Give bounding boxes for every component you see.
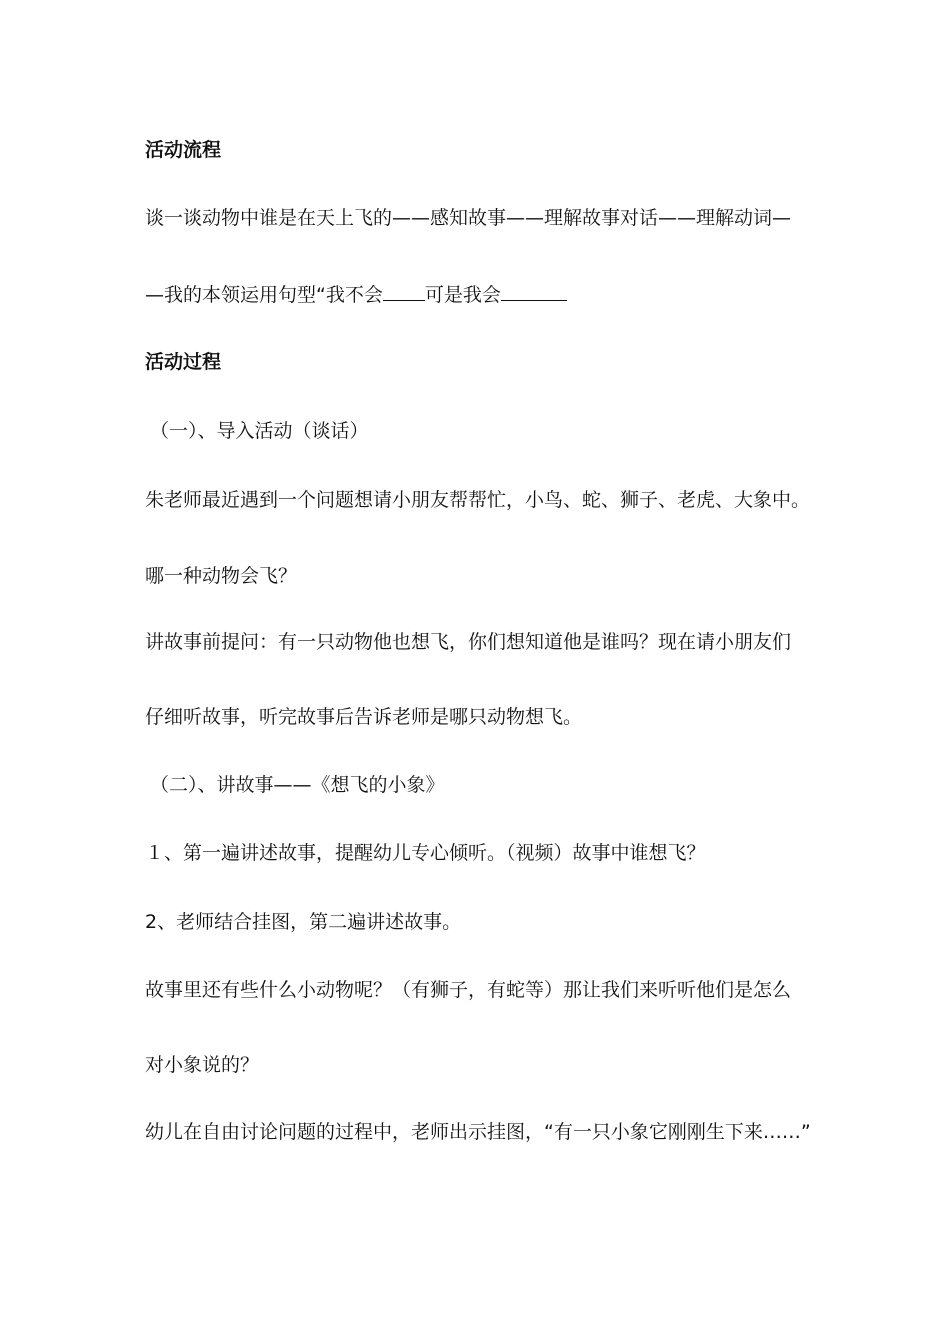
heading-activity-flow: 活动流程 xyxy=(145,139,222,161)
paragraph-2-line-1: 讲故事前提问：有一只动物他也想飞，你们想知道他是谁吗？现在请小朋友们 xyxy=(145,631,792,653)
fill-blank-1 xyxy=(383,284,425,301)
paragraph-1-line-1: 朱老师最近遇到一个问题想请小朋友帮帮忙，小鸟、蛇、狮子、老虎、大象中。 xyxy=(145,489,811,511)
section-2-title: （二）、讲故事——《想飞的小象》 xyxy=(150,774,445,796)
flow-line-2-text-a: —我的本领运用句型“我不会 xyxy=(145,284,383,306)
heading-activity-process: 活动过程 xyxy=(145,351,222,373)
paragraph-3-line-2: 对小象说的？ xyxy=(145,1054,260,1076)
paragraph-4-line-1: 幼儿在自由讨论问题的过程中，老师出示挂图，“有一只小象它刚刚生下来……” xyxy=(145,1121,811,1143)
paragraph-2-line-2: 仔细听故事，听完故事后告诉老师是哪只动物想飞。 xyxy=(145,706,583,728)
section-1-title: （一）、导入活动（谈话） xyxy=(150,420,369,442)
fill-blank-2 xyxy=(501,284,567,301)
flow-line-2-text-b: 可是我会 xyxy=(424,284,501,306)
paragraph-3-line-1: 故事里还有些什么小动物呢？（有狮子，有蛇等）那让我们来听听他们是怎么 xyxy=(145,979,792,1001)
flow-line-1: 谈一谈动物中谁是在天上飞的——感知故事——理解故事对话——理解动词— xyxy=(145,207,792,229)
flow-line-2 xyxy=(145,283,567,307)
list-item-2: 2、老师结合挂图，第二遍讲述故事。 xyxy=(145,911,462,933)
list-item-1: １、第一遍讲述故事，提醒幼儿专心倾听。（视频）故事中谁想飞？ xyxy=(145,842,706,864)
paragraph-1-line-2: 哪一种动物会飞？ xyxy=(145,565,298,587)
